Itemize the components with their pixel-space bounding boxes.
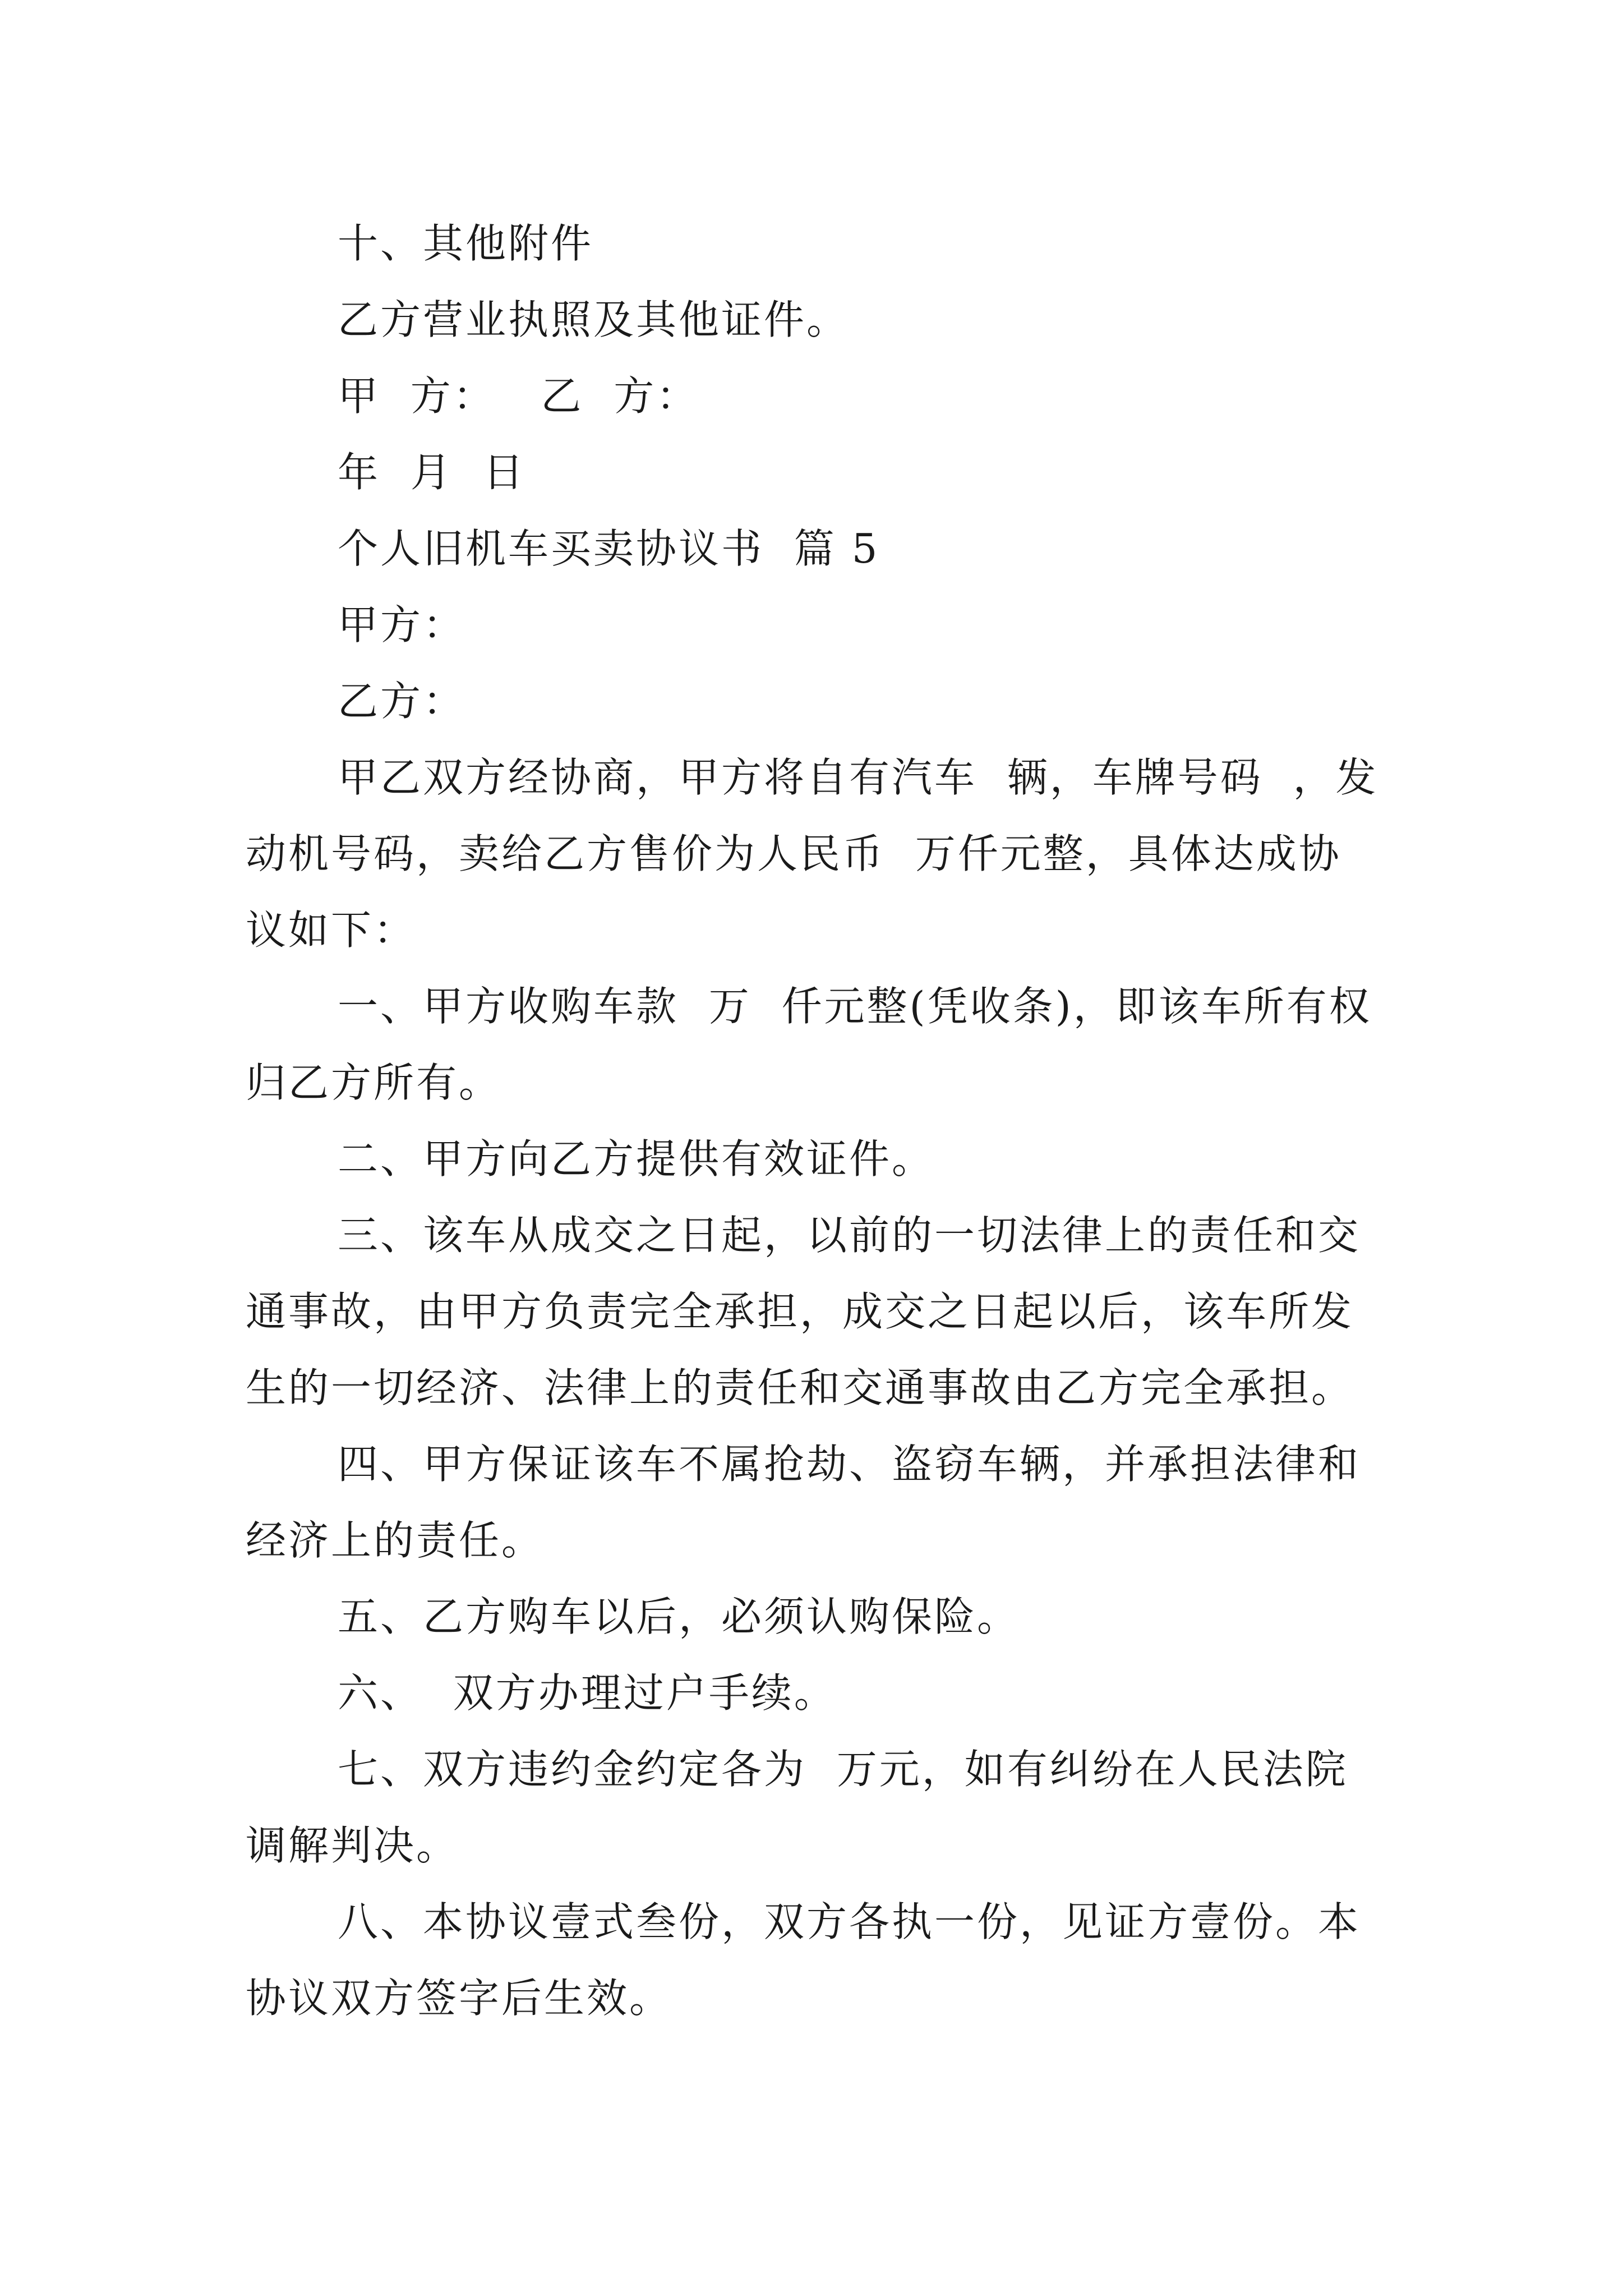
clause-2-line: 二、甲方向乙方提供有效证件。 <box>338 1135 935 1182</box>
clause-6-line: 六、 双方办理过户手续。 <box>338 1669 837 1717</box>
agreement-title: 个人旧机车买卖协议书 篇 5 <box>338 525 880 572</box>
clause-3-line: 通事故，由甲方负责完全承担，成交之日起以后，该车所发 <box>246 1288 1354 1335</box>
section-heading-attachments: 十、其他附件 <box>338 220 594 267</box>
signature-parties-line: 甲 方： 乙 方： <box>338 372 699 420</box>
paragraph-attachments: 乙方营业执照及其他证件。 <box>338 296 850 343</box>
clause-3-line: 生的一切经济、法律上的责任和交通事故由乙方完全承担。 <box>246 1364 1354 1411</box>
intro-paragraph-line: 动机号码，卖给乙方售价为人民币 万仟元整，具体达成协 <box>246 830 1341 877</box>
party-b-label: 乙方： <box>338 678 466 725</box>
clause-8-line: 协议双方签字后生效。 <box>246 1975 672 2022</box>
party-a-label: 甲方： <box>338 601 466 648</box>
clause-4-line: 四、甲方保证该车不属抢劫、盗窃车辆，并承担法律和 <box>338 1441 1361 1488</box>
clause-1-line: 一、甲方收购车款 万 仟元整(凭收条)，即该车所有权 <box>338 983 1372 1030</box>
clause-7-line: 调解判决。 <box>246 1822 459 1869</box>
date-line: 年 月 日 <box>338 449 526 496</box>
clause-5-line: 五、乙方购车以后，必须认购保险。 <box>338 1593 1020 1640</box>
intro-paragraph-line: 议如下： <box>246 907 417 954</box>
clause-4-line: 经济上的责任。 <box>246 1517 545 1564</box>
clause-7-line: 七、双方违约金约定各为 万元，如有纠纷在人民法院 <box>338 1746 1348 1793</box>
clause-3-line: 三、该车从成交之日起，以前的一切法律上的责任和交 <box>338 1212 1361 1259</box>
clause-1-line: 归乙方所有。 <box>246 1059 502 1106</box>
intro-paragraph-line: 甲乙双方经协商，甲方将自有汽车 辆，车牌号码 ，发 <box>338 754 1378 801</box>
clause-8-line: 八、本协议壹式叁份，双方各执一份，见证方壹份。本 <box>338 1898 1361 1945</box>
